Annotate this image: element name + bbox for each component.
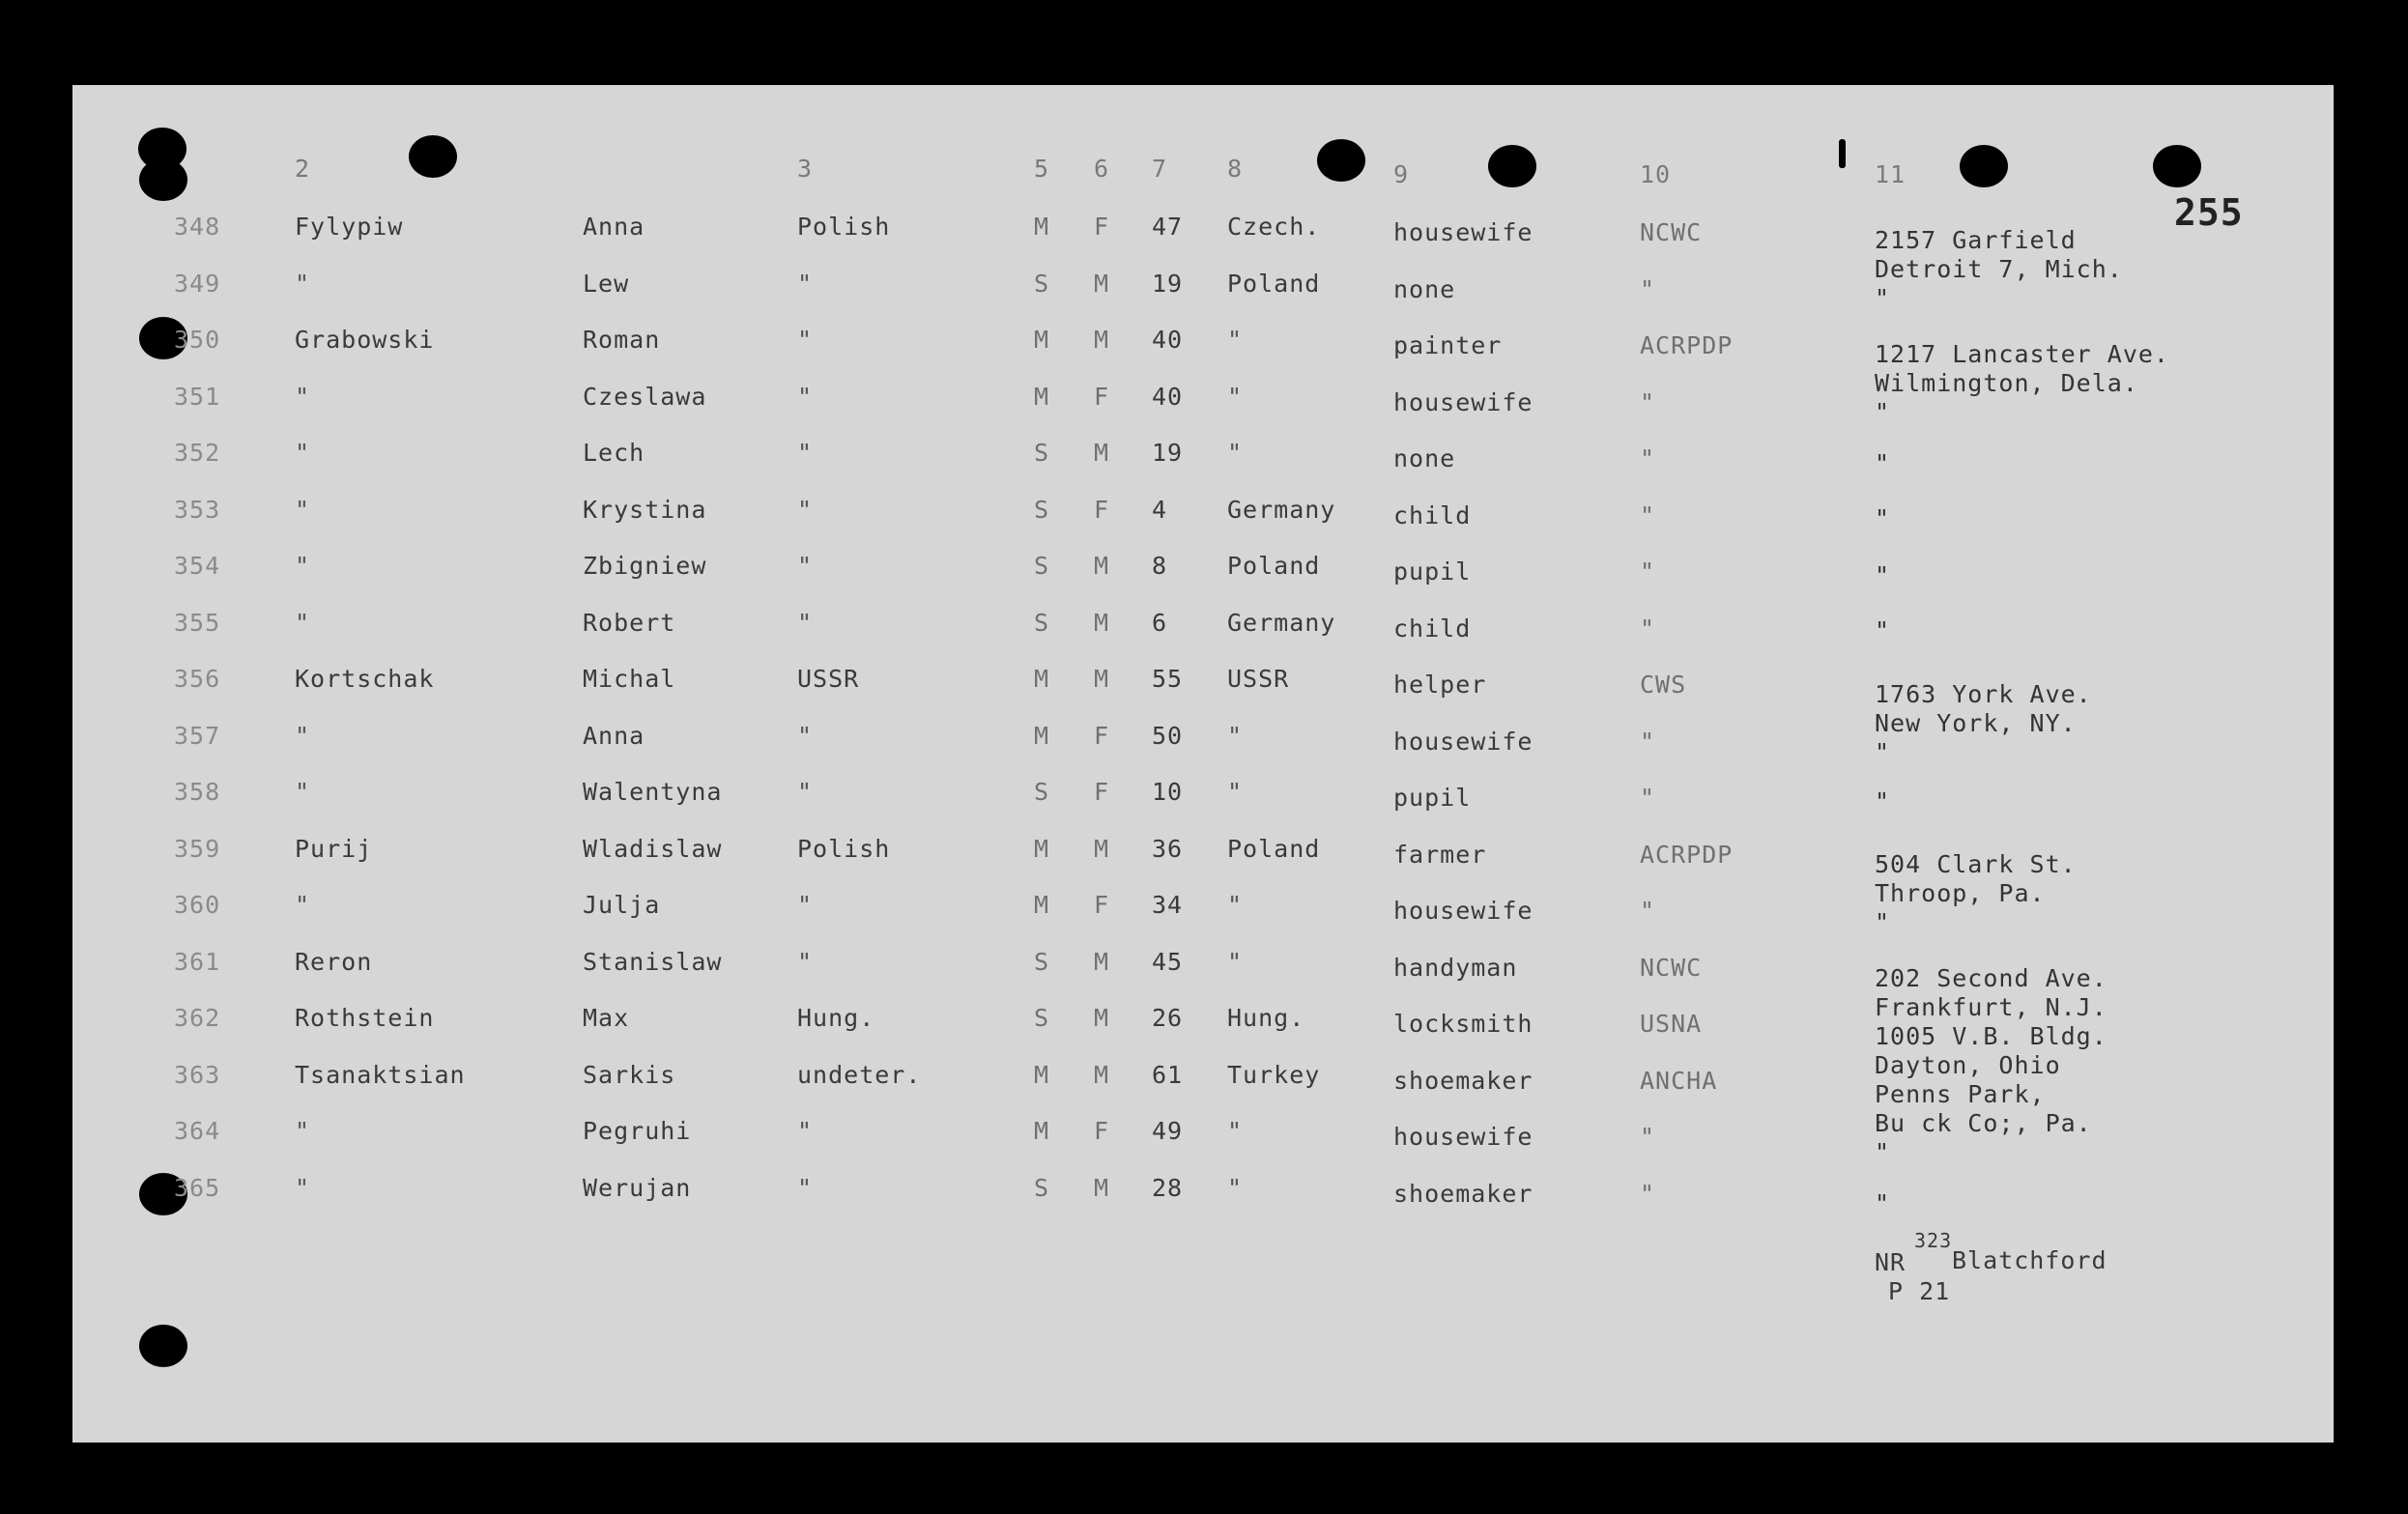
- surname-cell: ": [295, 495, 311, 524]
- surname-cell: ": [295, 721, 311, 750]
- surname-cell: ": [295, 552, 311, 580]
- page-number: 255: [2174, 191, 2244, 234]
- sex-cell: F: [1094, 721, 1110, 750]
- surname-cell: ": [295, 1173, 311, 1202]
- marital-status-cell: S: [1034, 947, 1050, 976]
- row-number: 361: [174, 947, 221, 976]
- given-name-cell: Zbigniew: [583, 552, 707, 580]
- given-name-cell: Lech: [583, 439, 645, 467]
- birthplace-cell: ": [1227, 1173, 1244, 1202]
- occupation-cell: handyman: [1393, 953, 1518, 982]
- agency-cell: ": [1640, 784, 1656, 812]
- birthplace-cell: ": [1227, 891, 1244, 919]
- given-name-cell: Julja: [583, 891, 661, 919]
- punch-hole: [1960, 145, 2008, 187]
- address: ": [1875, 449, 1891, 477]
- row-number: 348: [174, 213, 221, 241]
- address: 2157 Garfield Detroit 7, Mich. ": [1875, 226, 2123, 312]
- occupation-cell: housewife: [1393, 387, 1534, 416]
- marital-status-cell: S: [1034, 1173, 1050, 1202]
- nationality-cell: Polish: [797, 213, 891, 241]
- footer-page-ref: P 21: [1888, 1277, 1951, 1305]
- address: ": [1875, 504, 1891, 532]
- sex-cell: F: [1094, 1117, 1110, 1145]
- age-cell: 40: [1152, 382, 1184, 411]
- marital-status-cell: M: [1034, 665, 1050, 693]
- given-name-cell: Pegruhi: [583, 1117, 692, 1145]
- occupation-cell: housewife: [1393, 727, 1534, 756]
- given-name-cell: Anna: [583, 213, 645, 241]
- age-cell: 19: [1152, 269, 1184, 298]
- given-name-cell: Krystina: [583, 495, 707, 524]
- given-name-cell: Roman: [583, 326, 661, 354]
- surname-cell: ": [295, 778, 311, 806]
- sex-cell: M: [1094, 1060, 1110, 1089]
- age-cell: 34: [1152, 891, 1184, 919]
- birthplace-cell: Hung.: [1227, 1004, 1305, 1032]
- age-cell: 50: [1152, 721, 1184, 750]
- punch-hole: [139, 1325, 187, 1367]
- address: ": [1875, 616, 1891, 644]
- column-header-5: 5: [1034, 155, 1050, 183]
- column-header-11: 11: [1875, 160, 1906, 188]
- surname-cell: Tsanaktsian: [295, 1060, 466, 1089]
- occupation-cell: child: [1393, 500, 1472, 529]
- punch-hole: [409, 135, 457, 178]
- address: ": [1875, 561, 1891, 589]
- birthplace-cell: ": [1227, 382, 1244, 411]
- marital-status-cell: S: [1034, 439, 1050, 467]
- given-name-cell: Wladislaw: [583, 834, 723, 863]
- surname-cell: ": [295, 891, 311, 919]
- sex-cell: F: [1094, 778, 1110, 806]
- punch-hole: [2153, 145, 2201, 187]
- age-cell: 6: [1152, 608, 1168, 637]
- agency-cell: ACRPDP: [1640, 840, 1734, 869]
- marital-status-cell: M: [1034, 1060, 1050, 1089]
- sex-cell: M: [1094, 947, 1110, 976]
- agency-cell: ": [1640, 897, 1656, 925]
- row-number: 363: [174, 1060, 221, 1089]
- ink-mark: [1839, 139, 1846, 168]
- column-header-7: 7: [1152, 155, 1168, 183]
- nr-label: NR: [1875, 1248, 1906, 1276]
- occupation-cell: housewife: [1393, 897, 1534, 925]
- age-cell: 36: [1152, 834, 1184, 863]
- given-name-cell: Sarkis: [583, 1060, 676, 1089]
- punch-hole: [1488, 145, 1536, 187]
- birthplace-cell: Poland: [1227, 552, 1321, 580]
- row-number: 349: [174, 269, 221, 298]
- age-cell: 26: [1152, 1004, 1184, 1032]
- surname-cell: Fylypiw: [295, 213, 404, 241]
- column-header-2: 2: [295, 155, 311, 183]
- birthplace-cell: ": [1227, 947, 1244, 976]
- occupation-cell: pupil: [1393, 784, 1472, 812]
- occupation-cell: none: [1393, 444, 1456, 472]
- occupation-cell: locksmith: [1393, 1010, 1534, 1038]
- row-number: 358: [174, 778, 221, 806]
- sex-cell: M: [1094, 834, 1110, 863]
- sex-cell: F: [1094, 891, 1110, 919]
- agency-cell: USNA: [1640, 1010, 1703, 1038]
- nationality-cell: ": [797, 326, 814, 354]
- birthplace-cell: Germany: [1227, 608, 1336, 637]
- occupation-cell: housewife: [1393, 218, 1534, 246]
- marital-status-cell: M: [1034, 891, 1050, 919]
- address: ": [1875, 1189, 1891, 1217]
- occupation-cell: none: [1393, 274, 1456, 303]
- column-header-9: 9: [1393, 160, 1410, 188]
- row-number: 359: [174, 834, 221, 863]
- nationality-cell: ": [797, 269, 814, 298]
- sex-cell: M: [1094, 665, 1110, 693]
- age-cell: 47: [1152, 213, 1184, 241]
- nationality-cell: ": [797, 495, 814, 524]
- sex-cell: M: [1094, 269, 1110, 298]
- birthplace-cell: Germany: [1227, 495, 1336, 524]
- occupation-cell: housewife: [1393, 1123, 1534, 1151]
- agency-cell: ANCHA: [1640, 1066, 1718, 1095]
- marital-status-cell: M: [1034, 721, 1050, 750]
- surname-cell: ": [295, 608, 311, 637]
- age-cell: 61: [1152, 1060, 1184, 1089]
- row-number: 356: [174, 665, 221, 693]
- marital-status-cell: S: [1034, 269, 1050, 298]
- address: ": [1875, 787, 1891, 815]
- given-name-cell: Czeslawa: [583, 382, 707, 411]
- agency-cell: ": [1640, 614, 1656, 643]
- occupation-cell: child: [1393, 614, 1472, 643]
- surname-cell: ": [295, 439, 311, 467]
- age-cell: 49: [1152, 1117, 1184, 1145]
- agency-cell: ": [1640, 1179, 1656, 1208]
- given-name-cell: Lew: [583, 269, 630, 298]
- surname-cell: Grabowski: [295, 326, 435, 354]
- birthplace-cell: Czech.: [1227, 213, 1321, 241]
- sex-cell: M: [1094, 608, 1110, 637]
- agency-cell: NCWC: [1640, 953, 1703, 982]
- sex-cell: M: [1094, 439, 1110, 467]
- agency-cell: ": [1640, 387, 1656, 416]
- birthplace-cell: ": [1227, 1117, 1244, 1145]
- nationality-cell: ": [797, 552, 814, 580]
- sex-cell: M: [1094, 1173, 1110, 1202]
- nationality-cell: ": [797, 1117, 814, 1145]
- punch-hole: [1317, 139, 1365, 182]
- birthplace-cell: ": [1227, 721, 1244, 750]
- address: 1763 York Ave. New York, NY. ": [1875, 680, 2092, 766]
- given-name-cell: Werujan: [583, 1173, 692, 1202]
- age-cell: 4: [1152, 495, 1168, 524]
- punch-hole: [139, 158, 187, 201]
- birthplace-cell: Poland: [1227, 834, 1321, 863]
- marital-status-cell: S: [1034, 778, 1050, 806]
- given-name-cell: Robert: [583, 608, 676, 637]
- sex-cell: M: [1094, 1004, 1110, 1032]
- address: 1217 Lancaster Ave. Wilmington, Dela. ": [1875, 340, 2169, 426]
- marital-status-cell: S: [1034, 495, 1050, 524]
- sex-cell: F: [1094, 495, 1110, 524]
- given-name-cell: Max: [583, 1004, 630, 1032]
- marital-status-cell: M: [1034, 326, 1050, 354]
- age-cell: 10: [1152, 778, 1184, 806]
- nationality-cell: Polish: [797, 834, 891, 863]
- nationality-cell: USSR: [797, 665, 860, 693]
- row-number: 354: [174, 552, 221, 580]
- age-cell: 8: [1152, 552, 1168, 580]
- address: 202 Second Ave. Frankfurt, N.J. 1005 V.B. Bldg. Dayton, Ohio Penns Park, Bu ck Co;, Pa. ": [1875, 964, 2107, 1166]
- nationality-cell: ": [797, 721, 814, 750]
- occupation-cell: shoemaker: [1393, 1066, 1534, 1095]
- column-header-6: 6: [1094, 155, 1110, 183]
- age-cell: 19: [1152, 439, 1184, 467]
- column-header-10: 10: [1640, 160, 1672, 188]
- surname-cell: Reron: [295, 947, 373, 976]
- sex-cell: F: [1094, 382, 1110, 411]
- agency-cell: NCWC: [1640, 218, 1703, 246]
- row-number: 355: [174, 608, 221, 637]
- row-number: 364: [174, 1117, 221, 1145]
- nationality-cell: ": [797, 1173, 814, 1202]
- row-number: 352: [174, 439, 221, 467]
- birthplace-cell: ": [1227, 326, 1244, 354]
- nationality-cell: ": [797, 891, 814, 919]
- nationality-cell: Hung.: [797, 1004, 875, 1032]
- nationality-cell: ": [797, 947, 814, 976]
- occupation-cell: farmer: [1393, 840, 1487, 869]
- birthplace-cell: ": [1227, 439, 1244, 467]
- surname-cell: Purij: [295, 834, 373, 863]
- nationality-cell: ": [797, 608, 814, 637]
- document-sheet: [72, 85, 2334, 1443]
- surname-cell: ": [295, 269, 311, 298]
- age-cell: 45: [1152, 947, 1184, 976]
- agency-cell: ": [1640, 500, 1656, 529]
- row-number: 353: [174, 495, 221, 524]
- marital-status-cell: M: [1034, 382, 1050, 411]
- row-number: 362: [174, 1004, 221, 1032]
- sex-cell: M: [1094, 552, 1110, 580]
- age-cell: 40: [1152, 326, 1184, 354]
- occupation-cell: pupil: [1393, 557, 1472, 586]
- nr-number: 323: [1914, 1229, 1953, 1252]
- agency-cell: ": [1640, 727, 1656, 756]
- occupation-cell: shoemaker: [1393, 1179, 1534, 1208]
- row-number: 350: [174, 326, 221, 354]
- surname-cell: ": [295, 382, 311, 411]
- sex-cell: M: [1094, 326, 1110, 354]
- marital-status-cell: S: [1034, 608, 1050, 637]
- given-name-cell: Walentyna: [583, 778, 723, 806]
- nationality-cell: undeter.: [797, 1060, 922, 1089]
- birthplace-cell: USSR: [1227, 665, 1290, 693]
- given-name-cell: Anna: [583, 721, 645, 750]
- marital-status-cell: M: [1034, 1117, 1050, 1145]
- birthplace-cell: ": [1227, 778, 1244, 806]
- birthplace-cell: Poland: [1227, 269, 1321, 298]
- address: 504 Clark St. Throop, Pa. ": [1875, 850, 2077, 936]
- row-number: 365: [174, 1173, 221, 1202]
- marital-status-cell: M: [1034, 213, 1050, 241]
- marital-status-cell: M: [1034, 834, 1050, 863]
- occupation-cell: helper: [1393, 671, 1487, 699]
- agency-cell: ": [1640, 274, 1656, 303]
- agency-cell: ": [1640, 557, 1656, 586]
- agency-cell: ACRPDP: [1640, 331, 1734, 359]
- agency-cell: ": [1640, 444, 1656, 472]
- row-number: 357: [174, 721, 221, 750]
- column-header-8: 8: [1227, 155, 1244, 183]
- age-cell: 28: [1152, 1173, 1184, 1202]
- occupation-cell: painter: [1393, 331, 1503, 359]
- row-number: 351: [174, 382, 221, 411]
- row-number: 360: [174, 891, 221, 919]
- marital-status-cell: S: [1034, 552, 1050, 580]
- marital-status-cell: S: [1034, 1004, 1050, 1032]
- birthplace-cell: Turkey: [1227, 1060, 1321, 1089]
- surname-cell: Kortschak: [295, 665, 435, 693]
- surname-cell: ": [295, 1117, 311, 1145]
- nationality-cell: ": [797, 778, 814, 806]
- column-header-3: 3: [797, 155, 814, 183]
- agency-cell: CWS: [1640, 671, 1687, 699]
- nationality-cell: ": [797, 439, 814, 467]
- age-cell: 55: [1152, 665, 1184, 693]
- surname-cell: Rothstein: [295, 1004, 435, 1032]
- footer-name: Blatchford: [1952, 1246, 2107, 1274]
- sex-cell: F: [1094, 213, 1110, 241]
- given-name-cell: Michal: [583, 665, 676, 693]
- given-name-cell: Stanislaw: [583, 947, 723, 976]
- nationality-cell: ": [797, 382, 814, 411]
- agency-cell: ": [1640, 1123, 1656, 1151]
